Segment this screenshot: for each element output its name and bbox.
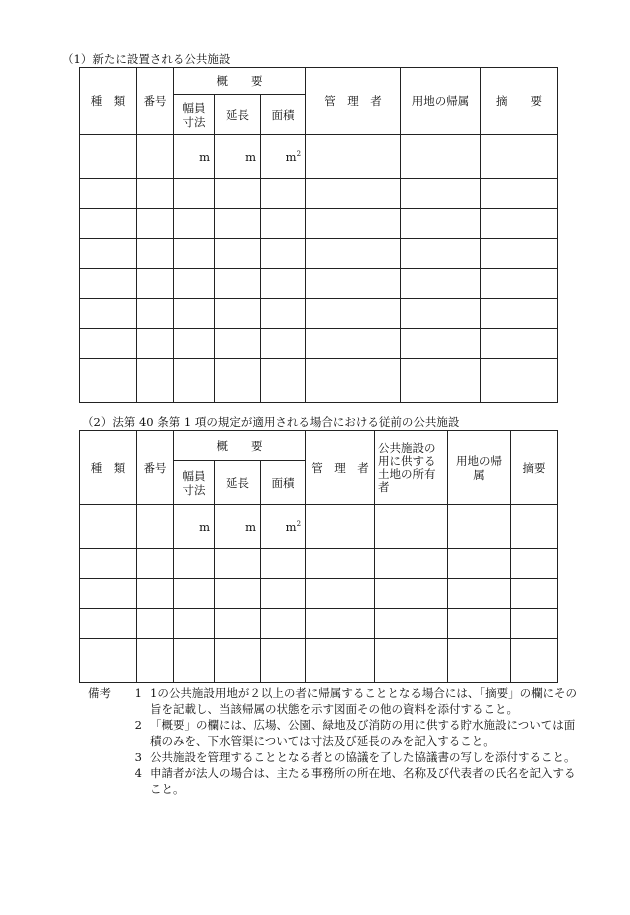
section2-title: （2）法第 40 条第 1 項の規定が適用される場合における従前の公共施設 xyxy=(82,415,460,429)
header-manager: 管 理 者 xyxy=(306,431,375,505)
unit-area: $m^2$ xyxy=(261,505,306,549)
table-row xyxy=(80,609,558,639)
unit-area: $m^2$ xyxy=(261,135,306,179)
cell[interactable] xyxy=(306,505,375,549)
table-row xyxy=(80,359,558,403)
unit-length: m xyxy=(215,505,261,549)
note-item: 4 申請者が法人の場合は、主たる事務所の所在地、名称及び代表者の氏名を記入すること。 xyxy=(134,766,576,796)
header-manager: 管 理 者 xyxy=(306,68,401,135)
cell[interactable] xyxy=(137,135,174,179)
header-remarks: 摘 要 xyxy=(481,68,558,135)
table-row xyxy=(80,209,558,239)
note-item: 備考 1 1の公共施設用地が２以上の者に帰属することとなる場合には、「摘要」の欄にその旨を記載し、当該帰属の状態を示す図面その他の資料を添付すること。 xyxy=(88,686,578,716)
cell[interactable] xyxy=(137,505,174,549)
header-number: 番号 xyxy=(137,68,174,135)
table-row xyxy=(80,299,558,329)
cell[interactable] xyxy=(375,505,448,549)
table-row xyxy=(80,639,558,683)
table-row xyxy=(80,269,558,299)
note-item: 2 「概要」の欄には、広場、公園、緑地及び消防の用に供する貯水施設については面積のみを、下水管渠については寸法及び延長のみを記入すること。 xyxy=(134,718,576,748)
table-row xyxy=(80,135,558,179)
unit-width: m xyxy=(174,505,215,549)
header-land-owner-for-use: 公共施設の用に供する土地の所有者 xyxy=(375,431,448,505)
header-overview: 概 要 xyxy=(174,431,306,461)
header-number: 番号 xyxy=(137,431,174,505)
cell[interactable] xyxy=(481,135,558,179)
cell[interactable] xyxy=(80,135,137,179)
table-row xyxy=(80,579,558,609)
unit-length: m xyxy=(215,135,261,179)
header-area: 面積 xyxy=(261,461,306,505)
table-row xyxy=(80,505,558,549)
cell[interactable] xyxy=(80,505,137,549)
unit-width: m xyxy=(174,135,215,179)
table-row xyxy=(80,239,558,269)
notes-label: 備考 xyxy=(88,686,111,700)
table-row xyxy=(80,329,558,359)
cell[interactable] xyxy=(401,135,481,179)
header-land-owner: 用地の帰属 xyxy=(401,68,481,135)
cell[interactable] xyxy=(448,505,511,549)
section1-title: （1）新たに設置される公共施設 xyxy=(62,52,231,66)
header-remarks: 摘要 xyxy=(511,431,558,505)
header-kind: 種 類 xyxy=(80,431,137,505)
header-length: 延長 xyxy=(215,95,261,135)
cell[interactable] xyxy=(511,505,558,549)
prior-facilities-table xyxy=(79,430,558,683)
header-width: 幅員寸法 xyxy=(174,95,215,135)
header-length: 延長 xyxy=(215,461,261,505)
table-row xyxy=(80,179,558,209)
header-kind: 種 類 xyxy=(80,68,137,135)
table-row xyxy=(80,549,558,579)
header-land-owner: 用地の帰属 xyxy=(448,431,511,505)
header-area: 面積 xyxy=(261,95,306,135)
notes xyxy=(88,685,578,797)
header-overview: 概 要 xyxy=(174,68,306,95)
new-facilities-table xyxy=(79,67,558,403)
header-width: 幅員寸法 xyxy=(174,461,215,505)
note-item: 3 公共施設を管理することとなる者との協議を了した協議書の写しを添付すること。 xyxy=(134,750,576,764)
cell[interactable] xyxy=(306,135,401,179)
